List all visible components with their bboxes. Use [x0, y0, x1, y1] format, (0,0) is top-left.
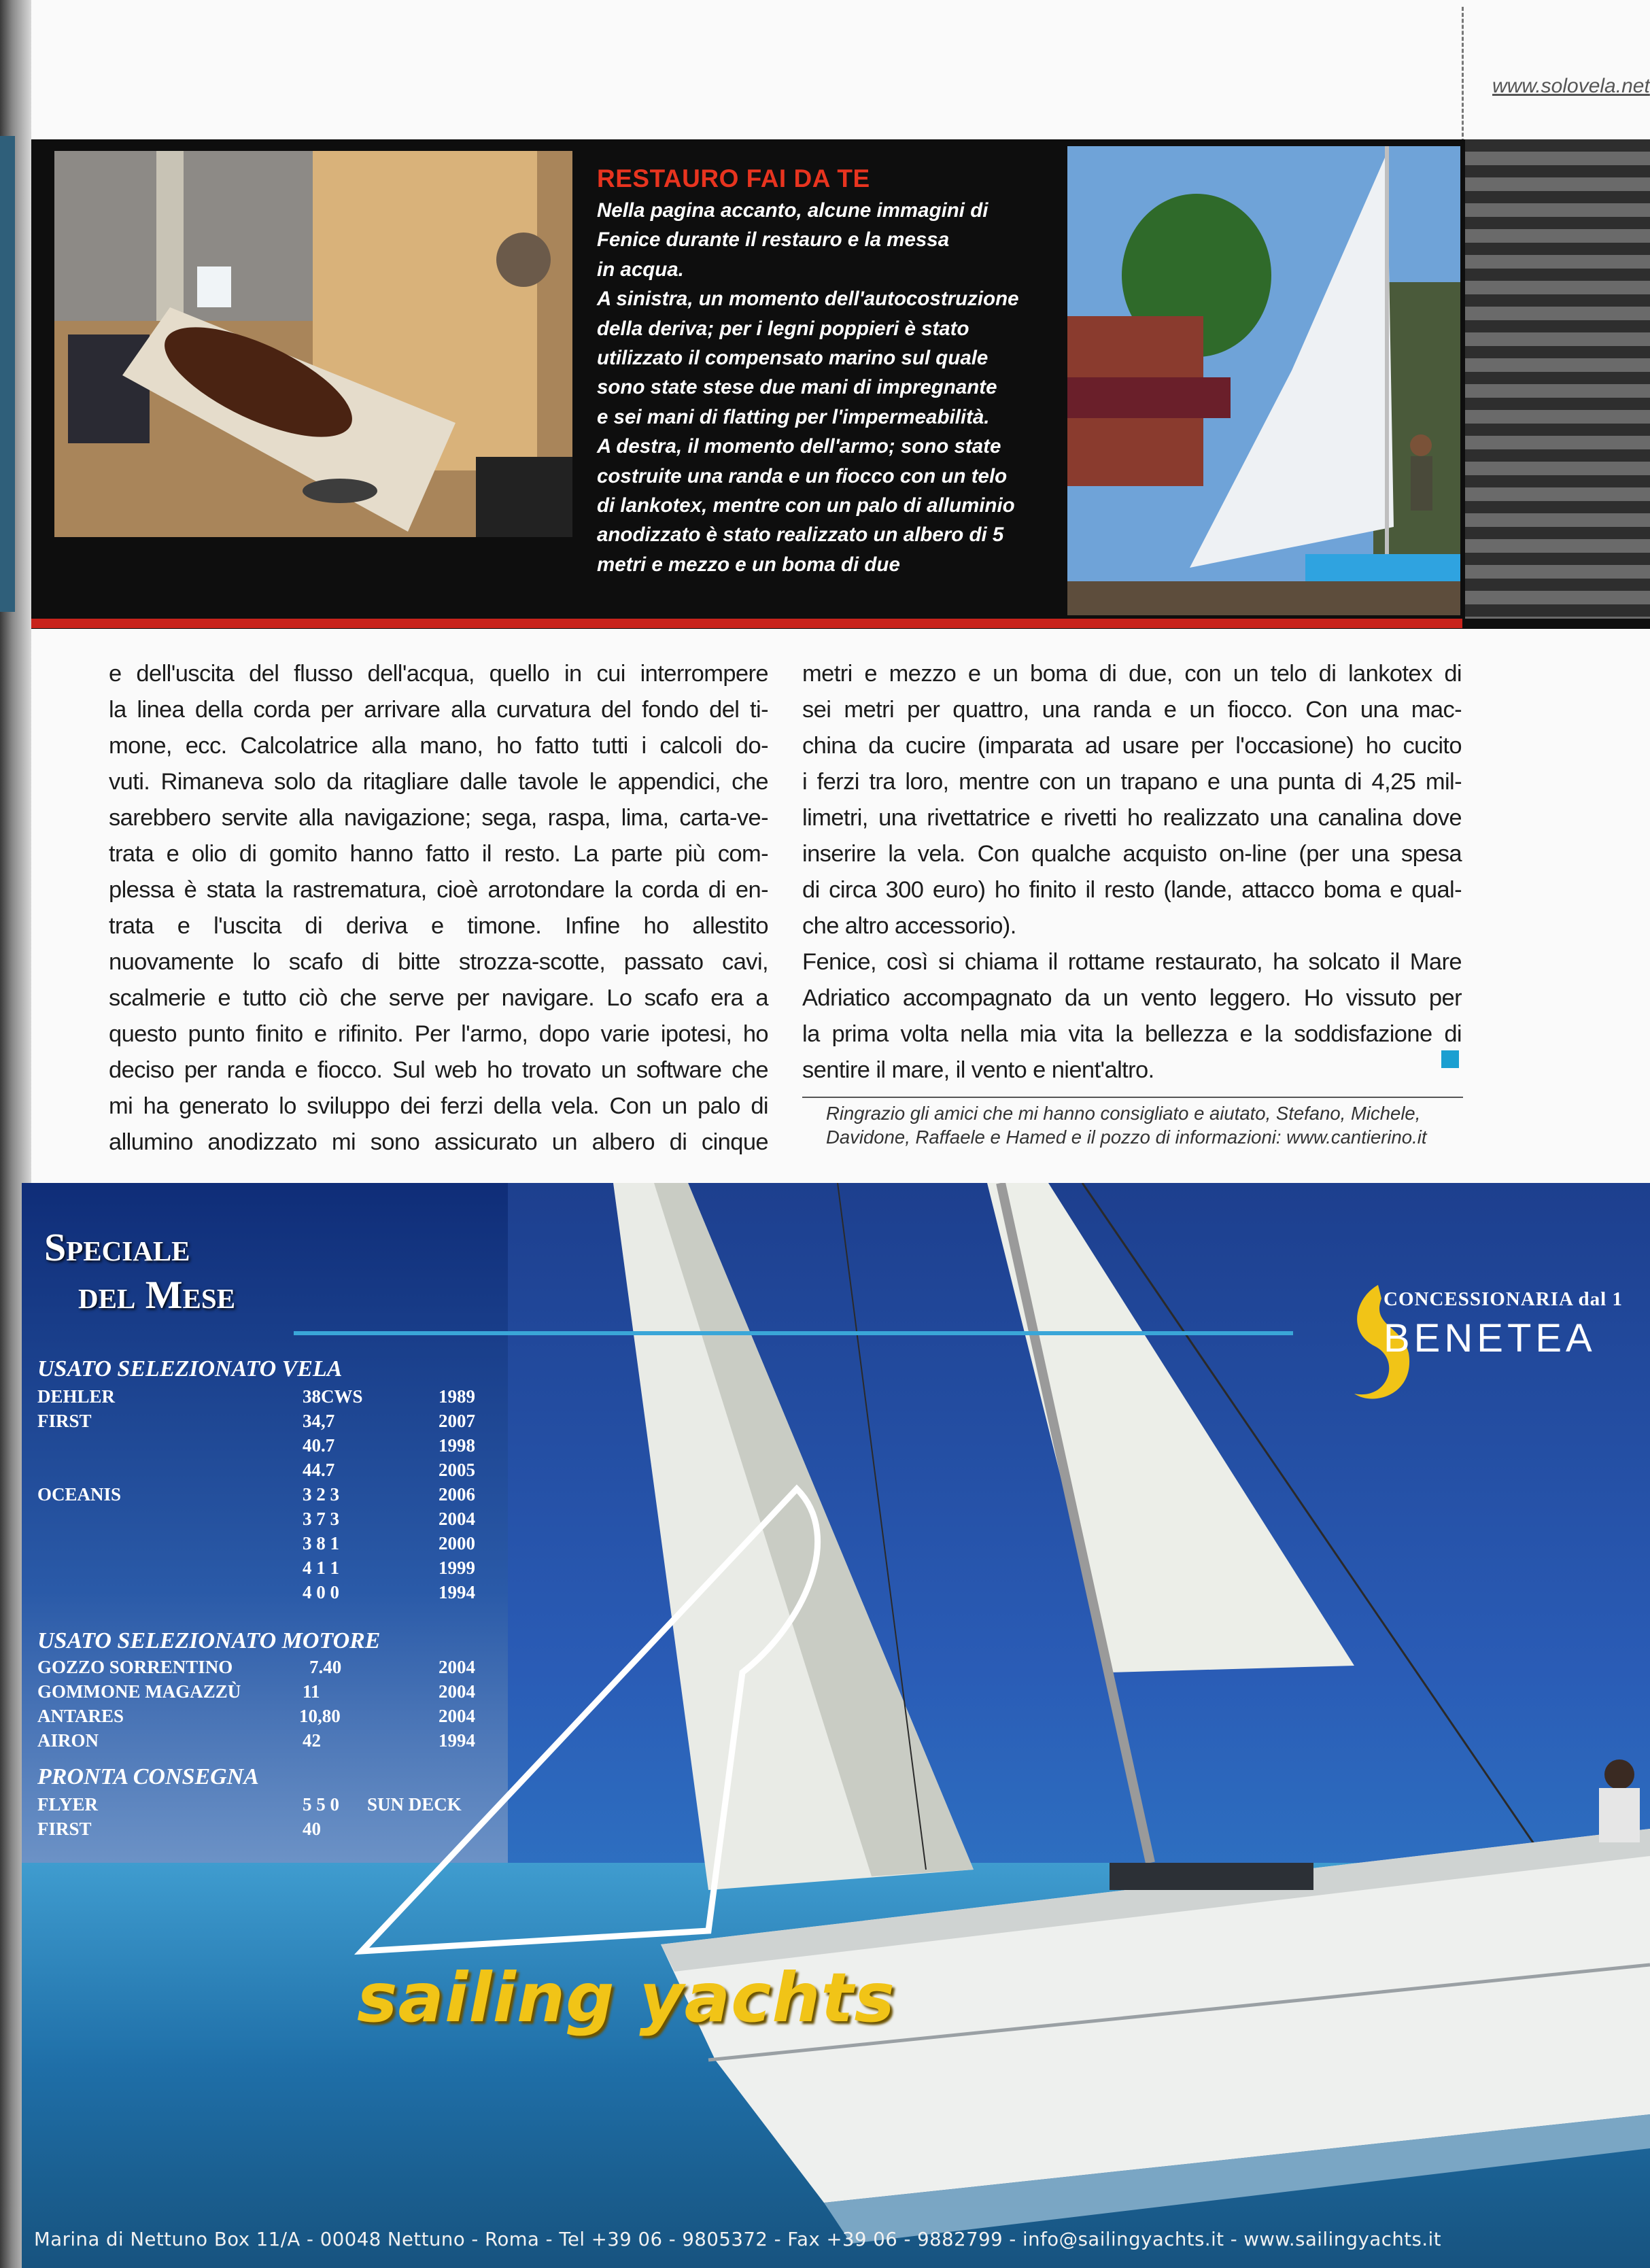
ad-model: FLYER [37, 1794, 99, 1815]
ad-model: OCEANIS [37, 1484, 122, 1505]
ad-note: SUN DECK [367, 1794, 462, 1815]
striped-panel [1465, 139, 1650, 619]
caption-line: A sinistra, un momento dell'autocostruzione [597, 288, 1019, 311]
ad-size: 3 7 3 [303, 1509, 339, 1529]
caption-line: costruite una randa e un fiocco con un telo [597, 464, 1008, 487]
text-line: sarebbero servite alla navigazione; sega, raspa, lima, carta-ve- [109, 805, 768, 831]
ad-size: 44.7 [303, 1460, 335, 1480]
dealer-label: CONCESSIONARIA dal 1 [1383, 1288, 1623, 1310]
text-line: Adriatico accompagnato da un vento leggero. Ho vissuto per [802, 985, 1462, 1011]
text-line: trata e l'uscita di deriva e timone. Infine ho allestito [109, 913, 768, 939]
text-line: sentire il mare, il vento e nient'altro. [802, 1057, 1154, 1083]
ad-size: 34,7 [303, 1411, 335, 1431]
caption-line: e sei mani di flatting per l'impermeabilità. [597, 405, 990, 428]
caption-line: della deriva; per i legni poppieri è stato [597, 317, 969, 340]
caption-title: RESTAURO FAI DA TE [597, 165, 870, 192]
text-line: metri e mezzo e un boma di due, con un telo di lankotex di [802, 661, 1462, 687]
ad-year: 2006 [439, 1484, 475, 1505]
ad-section-heading: USATO SELEZIONATO VELA [37, 1356, 343, 1381]
ad-model: FIRST [37, 1411, 92, 1431]
caption-line: metri e mezzo e un boma di due [597, 553, 900, 576]
text-line: che altro accessorio). [802, 913, 1016, 939]
photo-rigging-sail [1067, 146, 1460, 615]
caption-line: Nella pagina accanto, alcune immagini di [597, 199, 989, 222]
ad-size: 5 5 0 [303, 1794, 339, 1815]
caption-line: utilizzato il compensato marino sul quale [597, 347, 989, 370]
caption-line: anodizzato è stato realizzato un albero di 5 [597, 523, 1004, 547]
facing-page-edge [0, 136, 15, 612]
ad-year: 2004 [439, 1509, 475, 1529]
ad-year: 2004 [439, 1681, 475, 1702]
ad-listing [37, 1356, 513, 1873]
ad-year: 1994 [439, 1582, 475, 1602]
text-line: la linea della corda per arrivare alla curvatura del fondo del ti- [109, 697, 768, 723]
dealer-brand: BENETEA [1383, 1316, 1596, 1360]
ad-year: 1994 [439, 1730, 475, 1751]
ad-footer-contact: Marina di Nettuno Box 11/A - 00048 Nettuno - Roma - Tel +39 06 - 9805372 - Fax +39 06 - 9882799 - info@sailingyachts.it - www.sailingyachts.it [34, 2229, 1442, 2250]
ad-size: 42 [303, 1730, 321, 1751]
acknowledgements [826, 1101, 1465, 1149]
ad-size: 4 0 0 [303, 1582, 339, 1602]
ad-year: 1989 [439, 1386, 475, 1407]
caption-line: sono state stese due mani di impregnante [597, 376, 997, 399]
text-line: mi ha generato lo sviluppo dei ferzi della vela. Con un palo di [109, 1093, 768, 1119]
ad-title-line: del Mese [78, 1273, 236, 1317]
text-line: e dell'uscita del flusso dell'acqua, quello in cui interrompere [109, 661, 768, 687]
ad-year: 2000 [439, 1533, 475, 1553]
ad-year: 2004 [439, 1657, 475, 1677]
ad-year: 1999 [439, 1558, 475, 1578]
text-line: sei metri per quattro, una randa e un fiocco. Con una mac- [802, 697, 1462, 723]
ad-year: 1998 [439, 1435, 475, 1456]
text-line: la prima volta nella mia vita la bellezza e la soddisfazione di [802, 1021, 1462, 1047]
text-line: limetri, una rivettatrice e rivetti ho realizzato una canalina dove [802, 805, 1462, 831]
photo-centerboard-workshop [54, 151, 572, 537]
article-column-left [109, 656, 768, 1161]
caption-line: di lankotex, mentre con un palo di alluminio [597, 494, 1015, 517]
text-line: plessa è stata la rastrematura, cioè arrotondare la corda di en- [109, 877, 768, 903]
text-line: scalmerie e tutto ciò che serve per navigare. Lo scafo era a [109, 985, 768, 1011]
text-line: trata e olio di gomito hanno fatto il resto. La parte più com- [109, 841, 768, 867]
caption-line: Fenice durante il restauro e la messa [597, 228, 950, 252]
site-url[interactable]: www.solovela.net [1492, 75, 1650, 97]
ad-size: 40.7 [303, 1435, 335, 1456]
red-rule [31, 619, 1462, 628]
ad-section-heading: PRONTA CONSEGNA [37, 1764, 259, 1789]
text-line: deciso per randa e fiocco. Sul web ho trovato un software che [109, 1057, 768, 1083]
brand-logo-text: sailing yachts [357, 1958, 895, 2038]
ad-model: AIRON [37, 1730, 99, 1751]
ad-size: 4 1 1 [303, 1558, 339, 1578]
ad-size: 10,80 [299, 1706, 341, 1726]
text-line: i ferzi tra loro, mentre con un trapano e una punta di 4,25 mil- [802, 769, 1462, 795]
caption-body [597, 196, 1059, 579]
divider [802, 1097, 1463, 1098]
photo-caption [597, 165, 1059, 579]
end-of-article-square [1441, 1050, 1459, 1068]
text-line: vuti. Rimaneva solo da ritagliare dalle tavole le appendici, che [109, 769, 768, 795]
article-column-right [802, 656, 1462, 1088]
ad-year: 2004 [439, 1706, 475, 1726]
ad-size: 38CWS [303, 1386, 363, 1407]
text-line: nuovamente lo scafo di bitte strozza-scotte, passato cavi, [109, 949, 768, 975]
ad-model: DEHLER [37, 1386, 116, 1407]
text-line: di circa 300 euro) ho finito il resto (lande, attacco boma e qual- [802, 877, 1462, 903]
ad-size: 7.40 [309, 1657, 342, 1677]
text-line: Fenice, così si chiama il rottame restaurato, ha solcato il Mare [802, 949, 1462, 975]
ad-model: ANTARES [37, 1706, 124, 1726]
caption-line: in acqua. [597, 258, 684, 281]
ad-title-line: Speciale [44, 1225, 190, 1269]
ad-size: 3 2 3 [303, 1484, 339, 1505]
ad-year: 2005 [439, 1460, 475, 1480]
text-line: questo punto finito e rifinito. Per l'armo, dopo varie ipotesi, ho [109, 1021, 768, 1047]
cut-line [1462, 7, 1464, 143]
ad-section-heading: USATO SELEZIONATO MOTORE [37, 1628, 381, 1653]
thanks-line: Davidone, Raffaele e Hamed e il pozzo di informazioni: www.cantierino.it [826, 1127, 1427, 1148]
ad-year: 2007 [439, 1411, 475, 1431]
ad-size: 40 [303, 1819, 321, 1839]
thanks-line: Ringrazio gli amici che mi hanno consigliato e aiutato, Stefano, Michele, [826, 1103, 1421, 1124]
ad-model: GOZZO SORRENTINO [37, 1657, 233, 1677]
ad-title [44, 1224, 235, 1319]
ad-size: 3 8 1 [303, 1533, 339, 1553]
text-line: inserire la vela. Con qualche acquisto on-line (per una spesa [802, 841, 1462, 867]
ad-rule [294, 1331, 1293, 1335]
caption-line: A destra, il momento dell'armo; sono state [597, 435, 1001, 458]
ad-size: 11 [303, 1681, 320, 1702]
text-line: allumino anodizzato mi sono assicurato un albero di cinque [109, 1129, 768, 1155]
text-line: china da cucire (imparata ad usare per l'occasione) ho cucito [802, 733, 1462, 759]
text-line: mone, ecc. Calcolatrice alla mano, ho fatto tutti i calcoli do- [109, 733, 768, 759]
ad-model: GOMMONE MAGAZZÙ [37, 1681, 241, 1702]
ad-model: FIRST [37, 1819, 92, 1839]
